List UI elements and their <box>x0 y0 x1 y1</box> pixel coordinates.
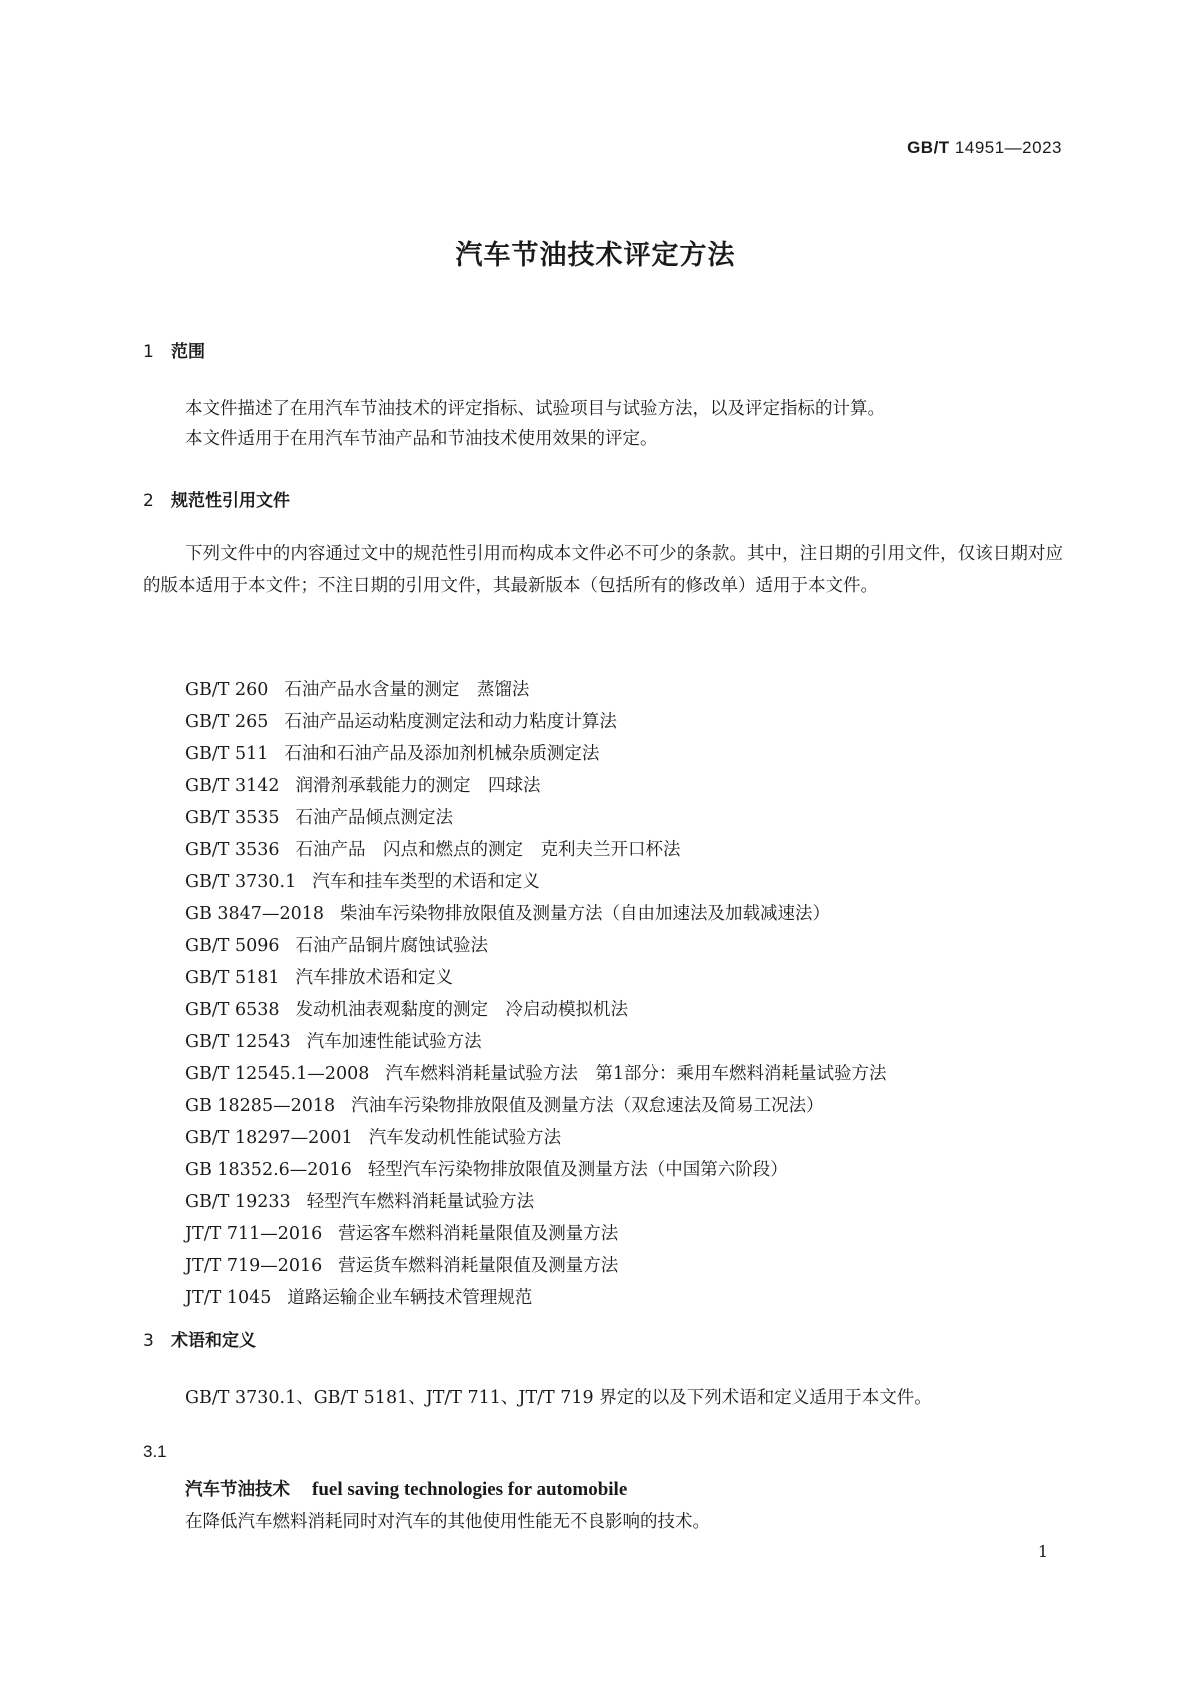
reference-title: 发动机油表观黏度的测定 冷启动模拟机法 <box>295 1000 629 1020</box>
section-heading-normative-refs <box>143 486 290 511</box>
reference-title: 营运客车燃料消耗量限值及测量方法 <box>338 1224 619 1244</box>
term-zh: 汽车节油技术 <box>185 1480 290 1500</box>
reference-title: 柴油车污染物排放限值及测量方法（自由加速法及加载减速法） <box>339 904 830 924</box>
reference-item <box>185 706 887 738</box>
reference-title: 石油和石油产品及添加剂机械杂质测定法 <box>284 744 600 764</box>
standard-prefix: GB/T <box>907 138 950 157</box>
scope-paragraph-2: 本文件适用于在用汽车节油产品和节油技术使用效果的评定。 <box>185 429 658 449</box>
reference-code: GB/T 12545.1—2008 <box>185 1064 370 1084</box>
reference-item <box>185 1154 887 1186</box>
section-number: 2 <box>143 491 154 511</box>
reference-title: 汽油车污染物排放限值及测量方法（双怠速法及简易工况法） <box>351 1096 824 1116</box>
reference-title: 汽车燃料消耗量试验方法 第1部分：乘用车燃料消耗量试验方法 <box>385 1064 887 1084</box>
reference-item <box>185 962 887 994</box>
reference-item <box>185 1090 887 1122</box>
reference-code: GB/T 18297—2001 <box>185 1128 353 1148</box>
standard-code <box>907 138 1062 158</box>
section-title: 术语和定义 <box>171 1331 256 1351</box>
term-definition: 在降低汽车燃料消耗同时对汽车的其他使用性能无不良影响的技术。 <box>185 1512 710 1532</box>
reference-code: GB/T 12543 <box>185 1032 291 1052</box>
reference-title: 道路运输企业车辆技术管理规范 <box>287 1288 533 1308</box>
reference-item <box>185 866 887 898</box>
reference-title: 石油产品 闪点和燃点的测定 克利夫兰开口杯法 <box>295 840 681 860</box>
reference-item <box>185 1122 887 1154</box>
reference-code: GB/T 3536 <box>185 840 280 860</box>
reference-title: 石油产品水含量的测定 蒸馏法 <box>284 680 530 700</box>
reference-code: GB/T 6538 <box>185 1000 280 1020</box>
reference-item <box>185 1218 887 1250</box>
reference-code: JT/T 711—2016 <box>185 1224 323 1244</box>
reference-title: 汽车和挂车类型的术语和定义 <box>312 872 540 892</box>
section-title: 规范性引用文件 <box>171 491 290 511</box>
section-heading-scope <box>143 337 205 362</box>
reference-item <box>185 930 887 962</box>
reference-title: 轻型汽车污染物排放限值及测量方法（中国第六阶段） <box>367 1160 788 1180</box>
reference-item <box>185 1058 887 1090</box>
reference-code: GB/T 3730.1 <box>185 872 297 892</box>
reference-title: 润滑剂承载能力的测定 四球法 <box>295 776 541 796</box>
scope-paragraph-1: 本文件描述了在用汽车节油技术的评定指标、试验项目与试验方法，以及评定指标的计算。 <box>185 399 885 419</box>
reference-item <box>185 898 887 930</box>
reference-code: GB 18285—2018 <box>185 1096 336 1116</box>
clause-number: 3.1 <box>143 1442 167 1461</box>
document-title: 汽车节油技术评定方法 <box>455 240 736 271</box>
term-entry <box>185 1476 627 1501</box>
reference-code: GB/T 260 <box>185 680 269 700</box>
reference-code: GB/T 265 <box>185 712 269 732</box>
standard-number: 14951—2023 <box>954 138 1062 157</box>
reference-code: GB/T 5181 <box>185 968 280 988</box>
reference-item <box>185 802 887 834</box>
reference-item <box>185 770 887 802</box>
reference-code: GB/T 5096 <box>185 936 280 956</box>
section-title: 范围 <box>171 342 205 362</box>
reference-item <box>185 738 887 770</box>
reference-code: GB/T 3535 <box>185 808 280 828</box>
reference-title: 汽车发动机性能试验方法 <box>368 1128 562 1148</box>
normative-refs-intro: 下列文件中的内容通过文中的规范性引用而构成本文件必不可少的条款。其中，注日期的引用文件，仅该日期对应的版本适用于本文件；不注日期的引用文件，其最新版本（包括所有的修改单）适用于本文件。 <box>143 544 1063 596</box>
reference-code: JT/T 1045 <box>185 1288 272 1308</box>
reference-item <box>185 834 887 866</box>
reference-code: GB 3847—2018 <box>185 904 324 924</box>
reference-code: GB/T 3142 <box>185 776 280 796</box>
reference-code: JT/T 719—2016 <box>185 1256 323 1276</box>
reference-code: GB 18352.6—2016 <box>185 1160 352 1180</box>
term-en: fuel saving technologies for automobile <box>312 1479 628 1500</box>
reference-code: GB/T 19233 <box>185 1192 291 1212</box>
reference-title: 石油产品运动粘度测定法和动力粘度计算法 <box>284 712 617 732</box>
reference-title: 轻型汽车燃料消耗量试验方法 <box>306 1192 535 1212</box>
page-number: 1 <box>1037 1542 1048 1561</box>
terms-intro: GB/T 3730.1、GB/T 5181、JT/T 711、JT/T 719 界定的以及下列术语和定义适用于本文件。 <box>185 1388 932 1408</box>
reference-item <box>185 1282 887 1314</box>
section-number: 3 <box>143 1331 154 1351</box>
reference-code: GB/T 511 <box>185 744 269 764</box>
reference-item <box>185 1026 887 1058</box>
reference-title: 汽车排放术语和定义 <box>295 968 454 988</box>
reference-item <box>185 674 887 706</box>
reference-title: 石油产品铜片腐蚀试验法 <box>295 936 489 956</box>
section-number: 1 <box>143 342 154 362</box>
reference-list <box>185 674 887 1314</box>
reference-item <box>185 1186 887 1218</box>
reference-item <box>185 1250 887 1282</box>
reference-title: 汽车加速性能试验方法 <box>306 1032 482 1052</box>
reference-item <box>185 994 887 1026</box>
section-heading-terms <box>143 1326 256 1351</box>
reference-title: 石油产品倾点测定法 <box>295 808 454 828</box>
reference-title: 营运货车燃料消耗量限值及测量方法 <box>338 1256 619 1276</box>
